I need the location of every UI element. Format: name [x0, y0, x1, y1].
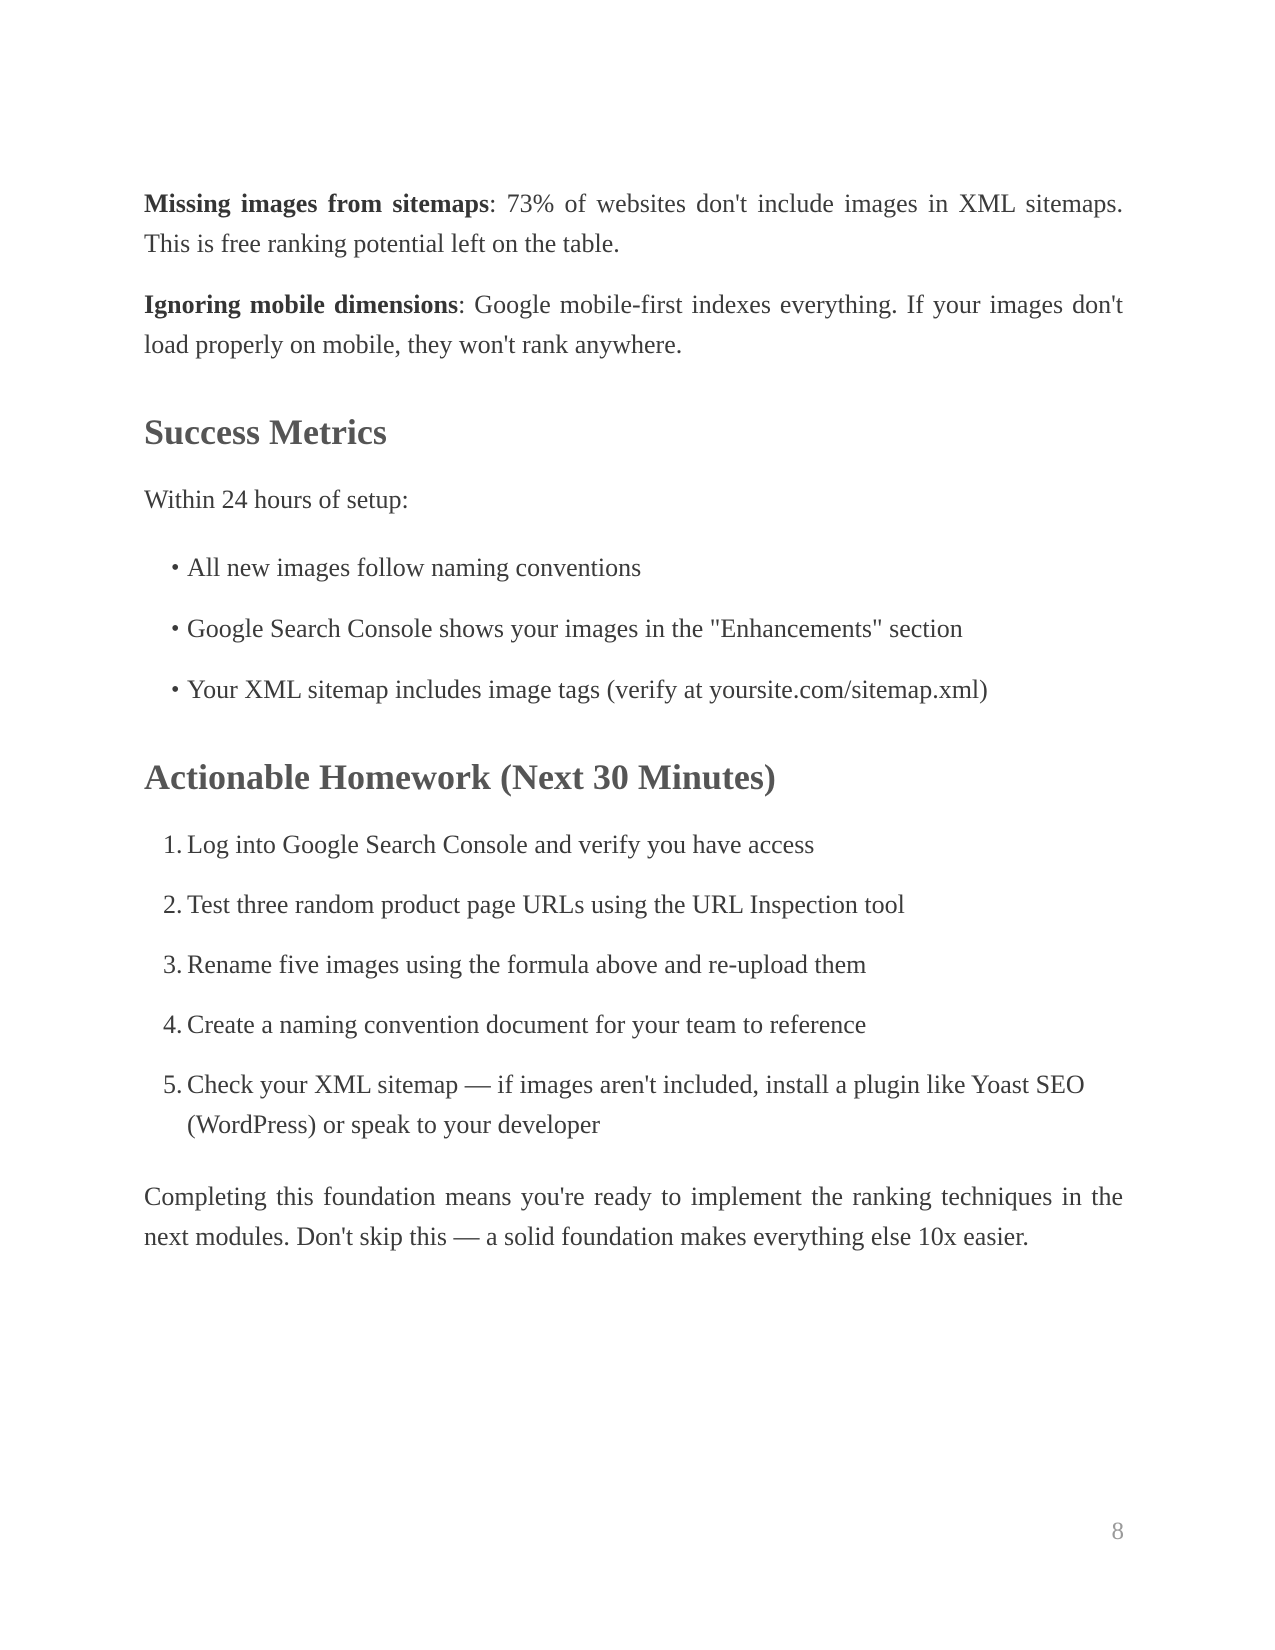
list-item: • Google Search Console shows your images in the "Enhancements" section [187, 609, 1123, 649]
paragraph-text: : Google mobile-first indexes everything. If your images don't load properly on mobile, they won't rank anywhere. [144, 290, 1123, 359]
list-item: • Your XML sitemap includes image tags (verify at yoursite.com/sitemap.xml) [187, 670, 1123, 710]
section-heading-success-metrics: Success Metrics [144, 412, 387, 452]
page-number: 8 [1111, 1518, 1124, 1545]
section-heading-actionable-homework: Actionable Homework (Next 30 Minutes) [144, 757, 776, 797]
list-item: Rename five images using the formula above and re-upload them [187, 950, 867, 979]
success-metrics-bullet-list [144, 548, 1123, 710]
list-item: • All new images follow naming conventions [187, 548, 1123, 588]
intro-paragraph-mobile-dimensions [144, 285, 1123, 365]
list-item: Create a naming convention document for your team to reference [187, 1010, 867, 1039]
list-item: Log into Google Search Console and verify you have access [187, 830, 815, 859]
paragraph-text: : 73% of websites don't include images in XML sitemaps. This is free ranking potential left on the table. [144, 189, 1123, 258]
bold-lead: Missing images from sitemaps [144, 189, 490, 218]
closing-paragraph: Completing this foundation means you're ready to implement the ranking techniques in the next modules. Don't skip this — a solid foundation makes everything else 10x easier. [144, 1182, 1123, 1251]
intro-paragraph-missing-images [144, 184, 1123, 264]
list-item: Test three random product page URLs using the URL Inspection tool [187, 890, 905, 919]
list-item: Check your XML sitemap — if images aren't included, install a plugin like Yoast SEO (WordPress) or speak to your developer [187, 1070, 1085, 1139]
homework-numbered-list [144, 825, 1123, 1145]
metrics-intro: Within 24 hours of setup: [144, 485, 409, 514]
bold-lead: Ignoring mobile dimensions [144, 290, 459, 319]
